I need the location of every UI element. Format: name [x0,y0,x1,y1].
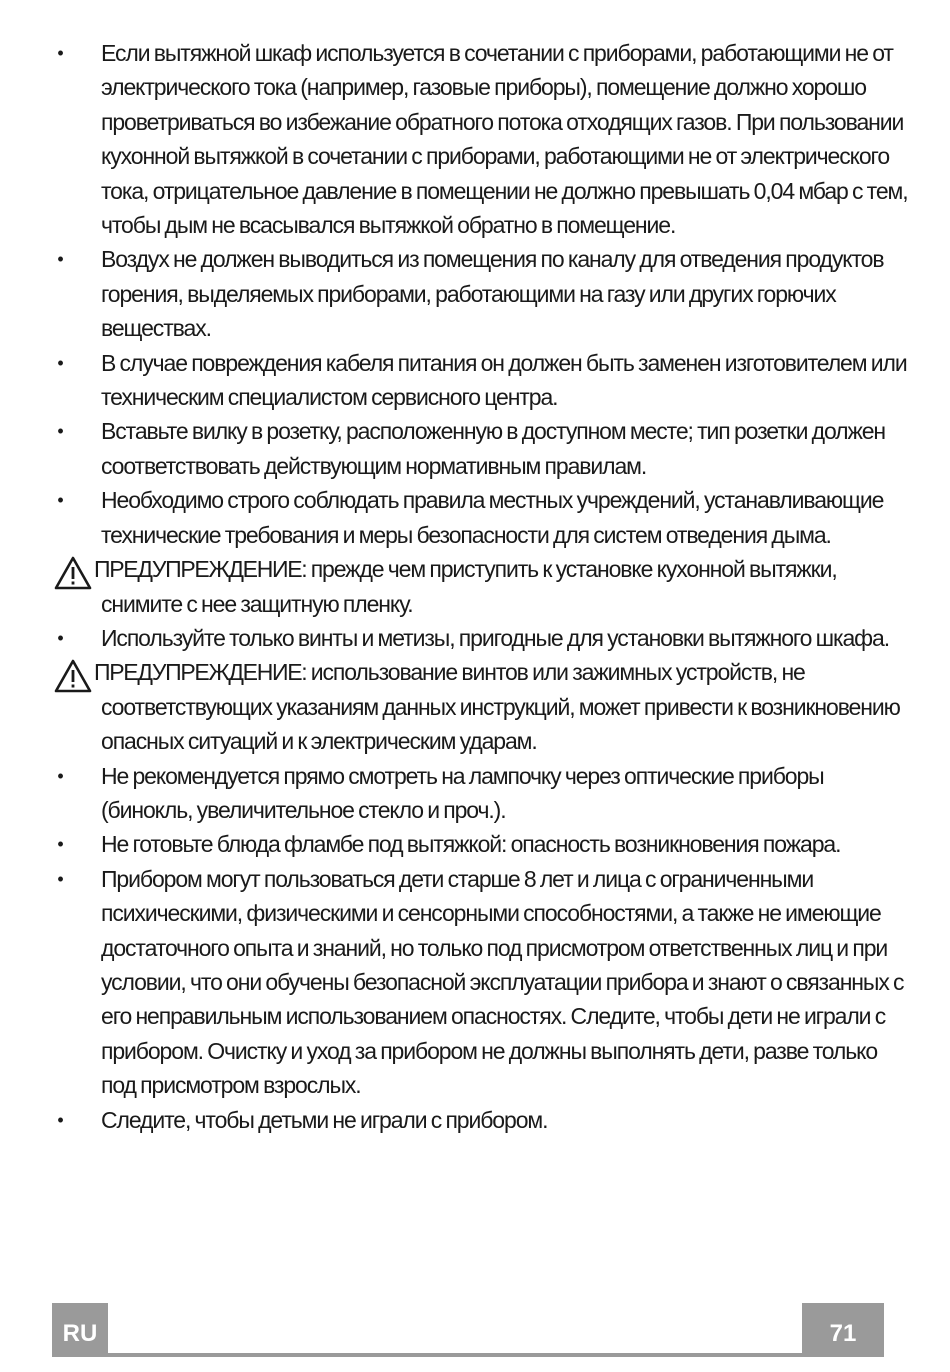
language-badge: RU [52,1303,108,1357]
list-item-text: Воздух не должен выводиться из помещения по каналу для отведения продуктов горения, выделяемых приборами, работающими на газу или других горючих веществах. [101,246,884,342]
list-item-text: Прибором могут пользоваться дети старше 8 лет и лица с ограниченными психическими, физическими и сенсорными способностями, а также не имеющие достаточного опыта и знаний, но только под присмотром ответственных лиц и при условии, что они обучены безопасной эксплуатации прибора и знают о связанных с его неправильным использованием опасностях. Следите, чтобы дети не играли с прибором. Очистку и уход за прибором не должны выполнять дети, разве только под присмотром взрослых. [101,865,904,1099]
list-item-text: В случае повреждения кабеля питания он должен быть заменен изготовителем или техническим специалистом сервисного центра. [101,349,907,411]
bullet-marker: • [57,490,63,511]
list-item [0,346,950,415]
warning-text: прежде чем приступить к установке кухонной вытяжки, снимите с нее защитную пленку. [101,556,837,617]
list-item-text: Необходимо строго соблюдать правила местных учреждений, устанавливающие технические требования и меры безопасности для систем отведения дыма. [101,487,884,548]
warning-triangle-icon [54,556,92,590]
list-item [0,827,950,861]
warning-heading: ПРЕДУПРЕЖДЕНИЕ: [94,556,307,583]
page-number: 71 [802,1303,884,1357]
list-item [0,483,950,552]
list-item-text: Следите, чтобы детьми не играли с прибором. [101,1106,548,1133]
footer-rule [52,1353,884,1357]
list-item-text: Не рекомендуется прямо смотреть на лампочку через оптические приборы (бинокль, увеличительное стекло и проч.). [101,762,824,823]
bullet-marker: • [57,352,63,373]
list-item [0,862,950,1103]
list-item [0,36,950,242]
safety-instructions-list [0,36,950,1137]
bullet-marker: • [57,43,63,63]
list-item [0,621,950,655]
list-item [0,414,950,483]
list-item-text: Вставьте вилку в розетку, расположенную в доступном месте; тип розетки должен соответствовать действующим нормативным правилам. [101,418,886,479]
warning-item [0,552,950,621]
bullet-marker: • [57,765,63,786]
list-item [0,759,950,828]
list-item [0,1103,950,1137]
list-item-text: Если вытяжной шкаф используется в сочетании с приборами, работающими не от электрического тока (например, газовые приборы), помещение должно хорошо проветриваться во избежание обратного потока отходящих газов. При пользовании кухонной вытяжкой в сочетании с приборами, работающими не от электрического тока, отрицательное давление в помещении не должно превышать 0,04 мбар с тем, чтобы дым не всасывался вытяжкой обратно в помещение. [101,40,908,239]
list-item-text: Не готовьте блюда фламбе под вытяжкой: опасность возникновения пожара. [101,831,841,858]
bullet-marker: • [57,627,63,648]
bullet-marker: • [57,868,63,889]
warning-text: использование винтов или зажимных устройств, не соответствующих указаниям данных инструкций, может привести к возникновению опасных ситуаций и к электрическим ударам. [101,659,900,755]
bullet-marker: • [57,1109,63,1130]
warning-item [0,655,950,758]
bullet-marker: • [57,249,63,270]
warning-heading: ПРЕДУПРЕЖДЕНИЕ: [94,659,307,686]
bullet-marker: • [57,834,63,855]
warning-triangle-icon [54,659,92,693]
page-footer [52,1303,884,1357]
list-item-text: Используйте только винты и метизы, пригодные для установки вытяжного шкафа. [101,624,889,651]
list-item [0,242,950,345]
bullet-marker: • [57,421,63,442]
